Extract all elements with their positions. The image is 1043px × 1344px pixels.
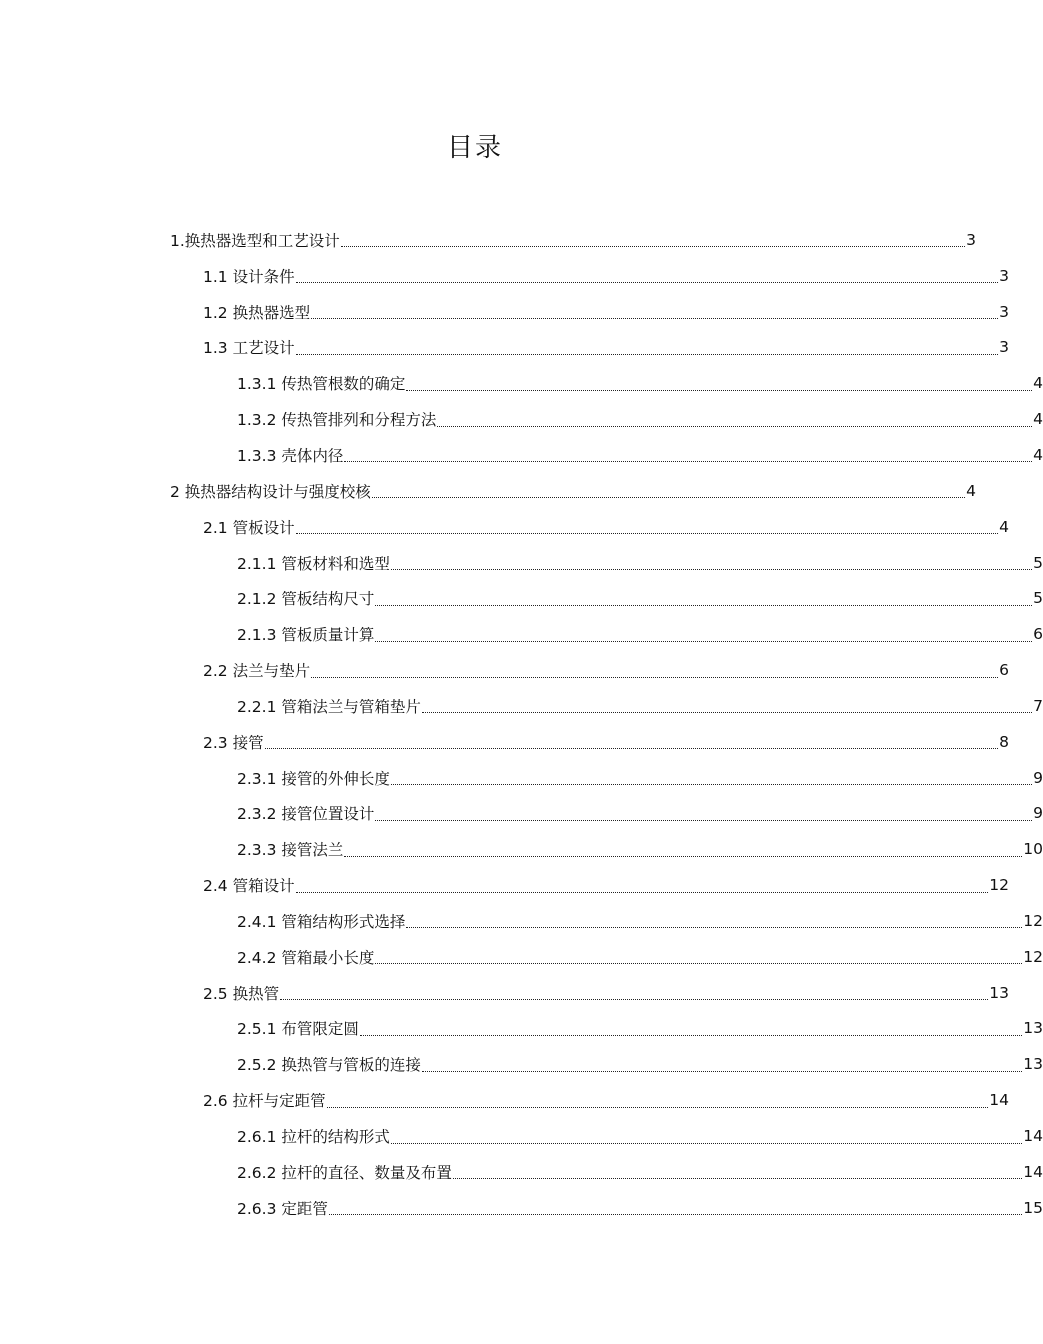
toc-entry[interactable] xyxy=(0,545,1043,581)
toc-entry-page-number: 14 xyxy=(1023,1162,1043,1181)
toc-entry[interactable] xyxy=(0,473,976,509)
toc-entry-label: 2.1.1 管板材料和选型 xyxy=(237,554,390,573)
dot-leader xyxy=(265,748,999,749)
toc-entry-page-number: 14 xyxy=(1023,1127,1043,1146)
toc-entry-label: 2.6 拉杆与定距管 xyxy=(203,1092,326,1111)
dot-leader xyxy=(375,963,1022,964)
toc-entry-page-number: 13 xyxy=(989,983,1009,1002)
toc-entry-page-number: 3 xyxy=(966,230,976,249)
toc-entry-label: 2.3.1 接管的外伸长度 xyxy=(237,769,390,788)
toc-entry-label: 2.6.3 定距管 xyxy=(237,1199,328,1218)
toc-entry-page-number: 10 xyxy=(1023,840,1043,859)
toc-entry-label: 1.2 换热器选型 xyxy=(203,303,311,322)
toc-entry-label: 1.1 设计条件 xyxy=(203,267,295,286)
toc-entry-label: 2.1 管板设计 xyxy=(203,518,295,537)
dot-leader xyxy=(406,927,1022,928)
toc-list xyxy=(0,222,1043,1226)
toc-entry-label: 2.4.2 管箱最小长度 xyxy=(237,948,375,967)
toc-entry-page-number: 14 xyxy=(989,1091,1009,1110)
dot-leader xyxy=(437,426,1032,427)
dot-leader xyxy=(375,605,1032,606)
toc-entry-label: 1.换热器选型和工艺设计 xyxy=(170,231,340,250)
toc-entry-label: 1.3.1 传热管根数的确定 xyxy=(237,375,406,394)
toc-entry[interactable] xyxy=(0,1011,1043,1047)
toc-entry[interactable] xyxy=(0,1082,1009,1118)
dot-leader xyxy=(327,1107,989,1108)
toc-entry-label: 2.6.1 拉杆的结构形式 xyxy=(237,1128,390,1147)
toc-entry[interactable] xyxy=(0,1118,1043,1154)
toc-entry[interactable] xyxy=(0,330,1009,366)
dot-leader xyxy=(360,1035,1022,1036)
toc-entry-label: 1.3 工艺设计 xyxy=(203,339,295,358)
toc-entry[interactable] xyxy=(0,294,1009,330)
toc-entry[interactable] xyxy=(0,724,1009,760)
dot-leader xyxy=(296,533,999,534)
toc-entry-page-number: 9 xyxy=(1033,804,1043,823)
toc-entry-page-number: 9 xyxy=(1033,768,1043,787)
toc-entry-page-number: 3 xyxy=(999,338,1009,357)
toc-entry[interactable] xyxy=(0,222,976,258)
toc-entry[interactable] xyxy=(0,903,1043,939)
toc-entry[interactable] xyxy=(0,1190,1043,1226)
dot-leader xyxy=(341,246,965,247)
toc-entry-label: 2.4 管箱设计 xyxy=(203,877,295,896)
toc-entry-page-number: 12 xyxy=(1023,911,1043,930)
toc-entry[interactable] xyxy=(0,831,1043,867)
toc-entry-label: 2.6.2 拉杆的直径、数量及布置 xyxy=(237,1163,452,1182)
dot-leader xyxy=(422,1071,1022,1072)
toc-entry[interactable] xyxy=(0,365,1043,401)
toc-entry-page-number: 4 xyxy=(966,481,976,500)
toc-entry[interactable] xyxy=(0,1046,1043,1082)
toc-entry[interactable] xyxy=(0,401,1043,437)
toc-title: 目录 xyxy=(446,133,503,163)
toc-entry[interactable] xyxy=(0,652,1009,688)
toc-entry[interactable] xyxy=(0,688,1043,724)
toc-entry-page-number: 13 xyxy=(1023,1019,1043,1038)
toc-entry[interactable] xyxy=(0,1154,1043,1190)
toc-entry-page-number: 4 xyxy=(1033,410,1043,429)
dot-leader xyxy=(375,641,1032,642)
toc-entry-page-number: 13 xyxy=(1023,1055,1043,1074)
toc-entry[interactable] xyxy=(0,867,1009,903)
dot-leader xyxy=(296,892,989,893)
toc-entry-label: 2.2 法兰与垫片 xyxy=(203,662,311,681)
toc-entry-label: 2.3.3 接管法兰 xyxy=(237,841,344,860)
toc-entry-page-number: 3 xyxy=(999,266,1009,285)
toc-entry-label: 2.5.2 换热管与管板的连接 xyxy=(237,1056,421,1075)
toc-entry-label: 2.5 换热管 xyxy=(203,984,280,1003)
toc-entry-page-number: 4 xyxy=(1033,374,1043,393)
dot-leader xyxy=(344,461,1032,462)
dot-leader xyxy=(391,784,1032,785)
toc-entry-page-number: 5 xyxy=(1033,589,1043,608)
toc-entry-label: 2.1.2 管板结构尺寸 xyxy=(237,590,375,609)
toc-entry-label: 1.3.3 壳体内径 xyxy=(237,446,344,465)
toc-entry-page-number: 4 xyxy=(1033,445,1043,464)
dot-leader xyxy=(296,354,999,355)
dot-leader xyxy=(311,677,998,678)
dot-leader xyxy=(375,820,1032,821)
toc-entry-page-number: 15 xyxy=(1023,1198,1043,1217)
toc-entry[interactable] xyxy=(0,580,1043,616)
dot-leader xyxy=(406,390,1032,391)
toc-entry[interactable] xyxy=(0,796,1043,832)
dot-leader xyxy=(311,318,998,319)
toc-entry-label: 2.3 接管 xyxy=(203,733,264,752)
dot-leader xyxy=(422,712,1032,713)
toc-entry-label: 2 换热器结构设计与强度校核 xyxy=(170,482,371,501)
toc-entry-page-number: 7 xyxy=(1033,696,1043,715)
dot-leader xyxy=(453,1178,1022,1179)
dot-leader xyxy=(329,1214,1022,1215)
toc-entry[interactable] xyxy=(0,616,1043,652)
toc-entry[interactable] xyxy=(0,509,1009,545)
dot-leader xyxy=(344,856,1022,857)
toc-entry-page-number: 6 xyxy=(1033,625,1043,644)
dot-leader xyxy=(280,999,988,1000)
toc-entry-label: 1.3.2 传热管排列和分程方法 xyxy=(237,411,437,430)
toc-entry-label: 2.5.1 布管限定圆 xyxy=(237,1020,359,1039)
toc-entry[interactable] xyxy=(0,437,1043,473)
toc-entry-page-number: 12 xyxy=(989,876,1009,895)
toc-entry-label: 2.4.1 管箱结构形式选择 xyxy=(237,912,406,931)
toc-entry[interactable] xyxy=(0,258,1009,294)
toc-entry-page-number: 8 xyxy=(999,732,1009,751)
toc-entry-label: 2.1.3 管板质量计算 xyxy=(237,626,375,645)
dot-leader xyxy=(391,1143,1022,1144)
toc-entry-label: 2.3.2 接管位置设计 xyxy=(237,805,375,824)
toc-entry[interactable] xyxy=(0,975,1009,1011)
dot-leader xyxy=(372,497,965,498)
toc-entry-page-number: 3 xyxy=(999,302,1009,321)
dot-leader xyxy=(296,282,999,283)
toc-entry-page-number: 5 xyxy=(1033,553,1043,572)
toc-entry-page-number: 12 xyxy=(1023,947,1043,966)
toc-entry-page-number: 6 xyxy=(999,661,1009,680)
toc-entry[interactable] xyxy=(0,760,1043,796)
toc-entry-label: 2.2.1 管箱法兰与管箱垫片 xyxy=(237,697,421,716)
toc-entry-page-number: 4 xyxy=(999,517,1009,536)
toc-entry[interactable] xyxy=(0,939,1043,975)
dot-leader xyxy=(391,569,1032,570)
